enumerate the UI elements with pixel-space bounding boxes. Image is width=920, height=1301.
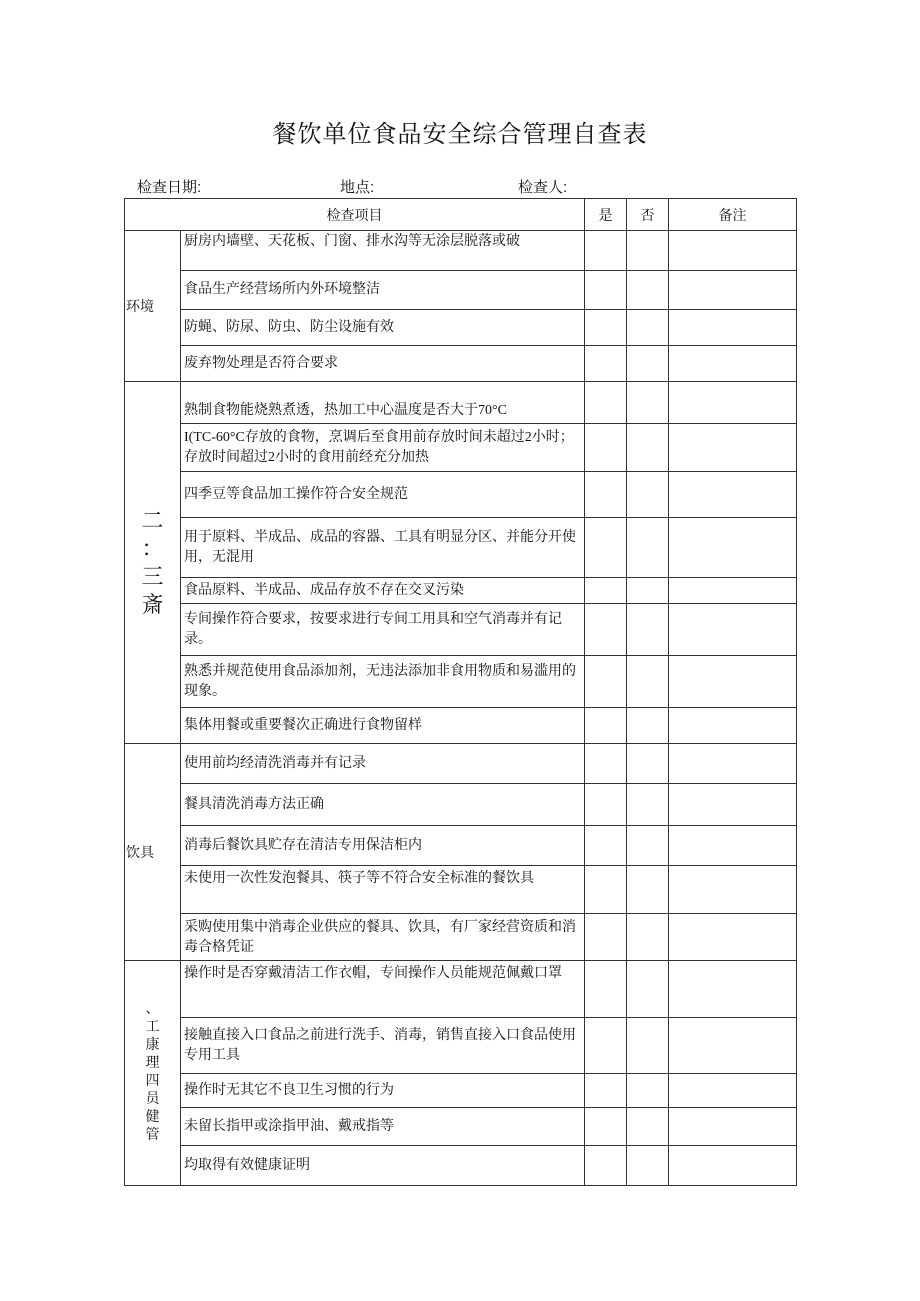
no-cell[interactable]: [627, 961, 669, 1018]
no-cell[interactable]: [627, 708, 669, 744]
category-char: 管: [145, 1128, 160, 1143]
table-row: [125, 708, 797, 744]
header-row: [125, 199, 797, 231]
no-cell[interactable]: [627, 346, 669, 382]
yes-cell[interactable]: [585, 1108, 627, 1146]
remark-cell[interactable]: [669, 424, 797, 472]
remark-cell[interactable]: [669, 1108, 797, 1146]
yes-cell[interactable]: [585, 826, 627, 866]
category-char: 康: [145, 1038, 160, 1053]
check-item: 废弃物处理是否符合要求: [181, 346, 585, 382]
remark-cell[interactable]: [669, 656, 797, 708]
remark-cell[interactable]: [669, 231, 797, 271]
no-cell[interactable]: [627, 424, 669, 472]
no-cell[interactable]: [627, 518, 669, 578]
no-cell[interactable]: [627, 1146, 669, 1186]
yes-cell[interactable]: [585, 604, 627, 656]
yes-cell[interactable]: [585, 1074, 627, 1108]
table-row: [125, 656, 797, 708]
yes-cell[interactable]: [585, 310, 627, 346]
check-item: 操作时无其它不良卫生习惯的行为: [181, 1074, 585, 1108]
table-row: [125, 784, 797, 826]
category-char: 理: [145, 1056, 160, 1071]
category-char: 健: [145, 1110, 160, 1125]
check-item: 餐具清洗消毒方法正确: [181, 784, 585, 826]
check-item: 用于原料、半成品、成品的容器、工具有明显分区、并能分开使用，无混用: [181, 518, 585, 578]
check-item: 均取得有效健康证明: [181, 1146, 585, 1186]
remark-cell[interactable]: [669, 1146, 797, 1186]
yes-cell[interactable]: [585, 271, 627, 310]
no-cell[interactable]: [627, 826, 669, 866]
check-item: 使用前均经清洗消毒并有记录: [181, 744, 585, 784]
yes-cell[interactable]: [585, 784, 627, 826]
no-cell[interactable]: [627, 1018, 669, 1074]
yes-cell[interactable]: [585, 472, 627, 518]
no-cell[interactable]: [627, 604, 669, 656]
category-char: 四: [145, 1074, 160, 1089]
place-label: 地点:: [340, 179, 375, 196]
category-env: 环境: [125, 231, 181, 382]
category-processing: [125, 382, 181, 744]
yes-cell[interactable]: [585, 656, 627, 708]
check-item: 接触直接入口食品之前进行洗手、消毒，销售直接入口食品使用专用工具: [181, 1018, 585, 1074]
no-cell[interactable]: [627, 271, 669, 310]
no-cell[interactable]: [627, 866, 669, 914]
category-char: 二: [141, 507, 164, 533]
table-row: [125, 604, 797, 656]
table-row: [125, 1146, 797, 1186]
category-staff: [125, 961, 181, 1186]
remark-cell[interactable]: [669, 914, 797, 961]
remark-cell[interactable]: [669, 604, 797, 656]
category-char: 员: [145, 1092, 160, 1107]
remark-cell[interactable]: [669, 784, 797, 826]
check-item: 集体用餐或重要餐次正确进行食物留样: [181, 708, 585, 744]
check-item: 四季豆等食品加工操作符合安全规范: [181, 472, 585, 518]
table-row: [125, 382, 797, 424]
remark-cell[interactable]: [669, 310, 797, 346]
table-row: [125, 346, 797, 382]
table-row: [125, 271, 797, 310]
yes-cell[interactable]: [585, 231, 627, 271]
inspector-label: 检查人:: [518, 179, 568, 196]
remark-cell[interactable]: [669, 961, 797, 1018]
no-cell[interactable]: [627, 578, 669, 604]
category-char: 斎: [141, 591, 164, 617]
table-row: [125, 518, 797, 578]
yes-cell[interactable]: [585, 346, 627, 382]
no-cell[interactable]: [627, 310, 669, 346]
yes-cell[interactable]: [585, 382, 627, 424]
category-utensil: 饮具: [125, 744, 181, 961]
remark-cell[interactable]: [669, 578, 797, 604]
category-char: 三: [141, 563, 164, 589]
table-row: [125, 826, 797, 866]
yes-cell[interactable]: [585, 518, 627, 578]
remark-cell[interactable]: [669, 826, 797, 866]
no-cell[interactable]: [627, 472, 669, 518]
no-cell[interactable]: [627, 382, 669, 424]
remark-cell[interactable]: [669, 1074, 797, 1108]
yes-cell[interactable]: [585, 578, 627, 604]
table-row: [125, 1108, 797, 1146]
category-char: 、: [145, 1002, 160, 1017]
remark-cell[interactable]: [669, 708, 797, 744]
yes-cell[interactable]: [585, 1018, 627, 1074]
table-row: [125, 578, 797, 604]
check-item: 熟制食物能烧熟煮透，热加工中心温度是否大于70°C: [181, 382, 585, 424]
no-cell[interactable]: [627, 1074, 669, 1108]
check-item: 防蝇、防尿、防虫、防尘设施有效: [181, 310, 585, 346]
table-row: [125, 231, 797, 271]
table-row: [125, 310, 797, 346]
check-item: 未使用一次性发泡餐具、筷子等不符合安全标准的餐饮具: [181, 866, 585, 914]
remark-cell[interactable]: [669, 346, 797, 382]
yes-cell[interactable]: [585, 744, 627, 784]
remark-cell[interactable]: [669, 518, 797, 578]
table-row: [125, 424, 797, 472]
yes-cell[interactable]: [585, 1146, 627, 1186]
check-item: 厨房内墙壁、天花板、门窗、排水沟等无涂层脱落或破: [181, 231, 585, 271]
no-cell[interactable]: [627, 914, 669, 961]
yes-cell[interactable]: [585, 866, 627, 914]
no-cell[interactable]: [627, 744, 669, 784]
yes-cell[interactable]: [585, 961, 627, 1018]
yes-cell[interactable]: [585, 914, 627, 961]
table-row: [125, 1074, 797, 1108]
table-row: [125, 961, 797, 1018]
check-item: 未留长指甲或涂指甲油、戴戒指等: [181, 1108, 585, 1146]
no-cell[interactable]: [627, 784, 669, 826]
table-row: [125, 866, 797, 914]
remark-cell[interactable]: [669, 382, 797, 424]
no-cell[interactable]: [627, 231, 669, 271]
check-item: 操作时是否穿戴清洁工作衣帽，专间操作人员能规范佩戴口罩: [181, 961, 585, 1018]
check-item: I(TC-60°C存放的食物，烹调后至食用前存放时间未超过2小时；存放时间超过2小时的食用前经充分加热: [181, 424, 585, 472]
header-remark: 备注: [669, 199, 797, 231]
remark-cell[interactable]: [669, 744, 797, 784]
check-item: 采购使用集中消毒企业供应的餐具、饮具，有厂家经营资质和消毒合格凭证: [181, 914, 585, 961]
remark-cell[interactable]: [669, 472, 797, 518]
header-item: 检查项目: [125, 199, 585, 231]
page-title: 餐饮单位食品安全综合管理自查表: [272, 122, 648, 148]
table-row: [125, 472, 797, 518]
checklist-table: [124, 198, 797, 1186]
table-row: [125, 914, 797, 961]
category-char: ：: [141, 535, 164, 561]
remark-cell[interactable]: [669, 1018, 797, 1074]
table-row: [125, 744, 797, 784]
yes-cell[interactable]: [585, 424, 627, 472]
no-cell[interactable]: [627, 1108, 669, 1146]
check-item: 熟悉并规范使用食品添加剂，无违法添加非食用物质和易滥用的现象。: [181, 656, 585, 708]
check-item: 食品生产经营场所内外环境整洁: [181, 271, 585, 310]
header-yes: 是: [585, 199, 627, 231]
no-cell[interactable]: [627, 656, 669, 708]
yes-cell[interactable]: [585, 708, 627, 744]
remark-cell[interactable]: [669, 271, 797, 310]
remark-cell[interactable]: [669, 866, 797, 914]
category-char: 工: [145, 1020, 160, 1035]
check-item: 食品原料、半成品、成品存放不存在交叉污染: [181, 578, 585, 604]
date-label: 检查日期:: [137, 179, 202, 196]
table-row: [125, 1018, 797, 1074]
check-item: 专间操作符合要求，按要求进行专间工用具和空气消毒并有记录。: [181, 604, 585, 656]
check-item: 消毒后餐饮具贮存在清洁专用保洁柜内: [181, 826, 585, 866]
header-no: 否: [627, 199, 669, 231]
